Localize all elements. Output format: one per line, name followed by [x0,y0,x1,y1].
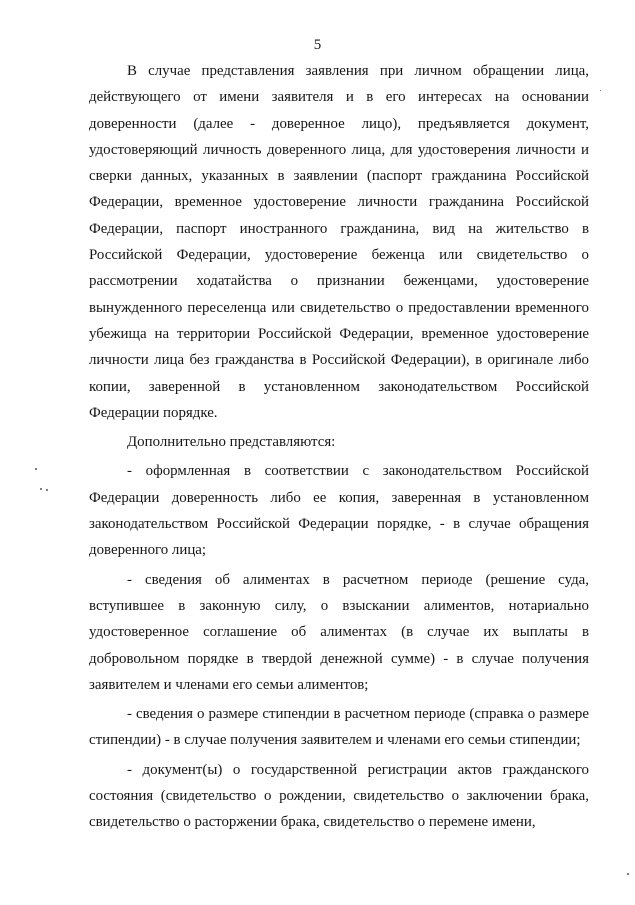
paragraph-power-of-attorney: - оформленная в соответствии с законодательством Российской Федерации доверенность либо ее копия, заверенная в установленном законодательством Российской Федерации порядке, - в случае обращения доверенного лица; [89,463,589,559]
paragraph-alimony: - сведения об алиментах в расчетном периоде (решение суда, вступившее в законную силу, о взыскании алиментов, нотариально удостоверенное соглашение об алиментах (в случае их выплаты в добровольном порядке в твердой денежной сумме) - в случае получения заявителем и членами его семьи алиментов; [89,571,589,693]
scan-speck [46,489,48,491]
paragraph-representative-identity: В случае представления заявления при личном обращении лица, действующего от имени заявителя и в его интересах на основании доверенности (далее - доверенное лицо), предъявляется документ, удостоверяющий личность доверенного лица, для удостоверения личности и сверки данных, указанных в заявлении (паспорт гражданина Российской Федерации, временное удостоверение личности гражданина Российской Федерации, паспорт иностранного гражданина, вид на жительство в Российской Федерации, удостоверение беженца или свидетельство о рассмотрении ходатайства о признании беженцами, удостоверение вынужденного переселенца или свидетельство о предоставлении временного убежища на территории Российской Федерации, временное удостоверение личности лица без гражданства в Российской Федерации), в оригинале либо копии, заверенной в установленном законодательством Российской Федерации порядке. [89,63,589,421]
scan-speck [600,90,601,91]
scan-speck [35,468,37,470]
paragraph-scholarship: - сведения о размере стипендии в расчетном периоде (справка о размере стипендии) - в случае получения заявителем и членами его семьи стипендии; [89,706,589,749]
scan-speck [627,873,629,875]
scan-speck [40,488,42,490]
paragraph-civil-status-documents: - документ(ы) о государственной регистрации актов гражданского состояния (свидетельство о рождении, свидетельство о заключении брака, свидетельство о расторжении брака, свидетельство о перемене имени, [89,761,589,831]
paragraph-additional-documents-intro: Дополнительно представляются: [127,434,336,451]
page-number: 5 [313,37,322,53]
document-body [89,58,589,836]
